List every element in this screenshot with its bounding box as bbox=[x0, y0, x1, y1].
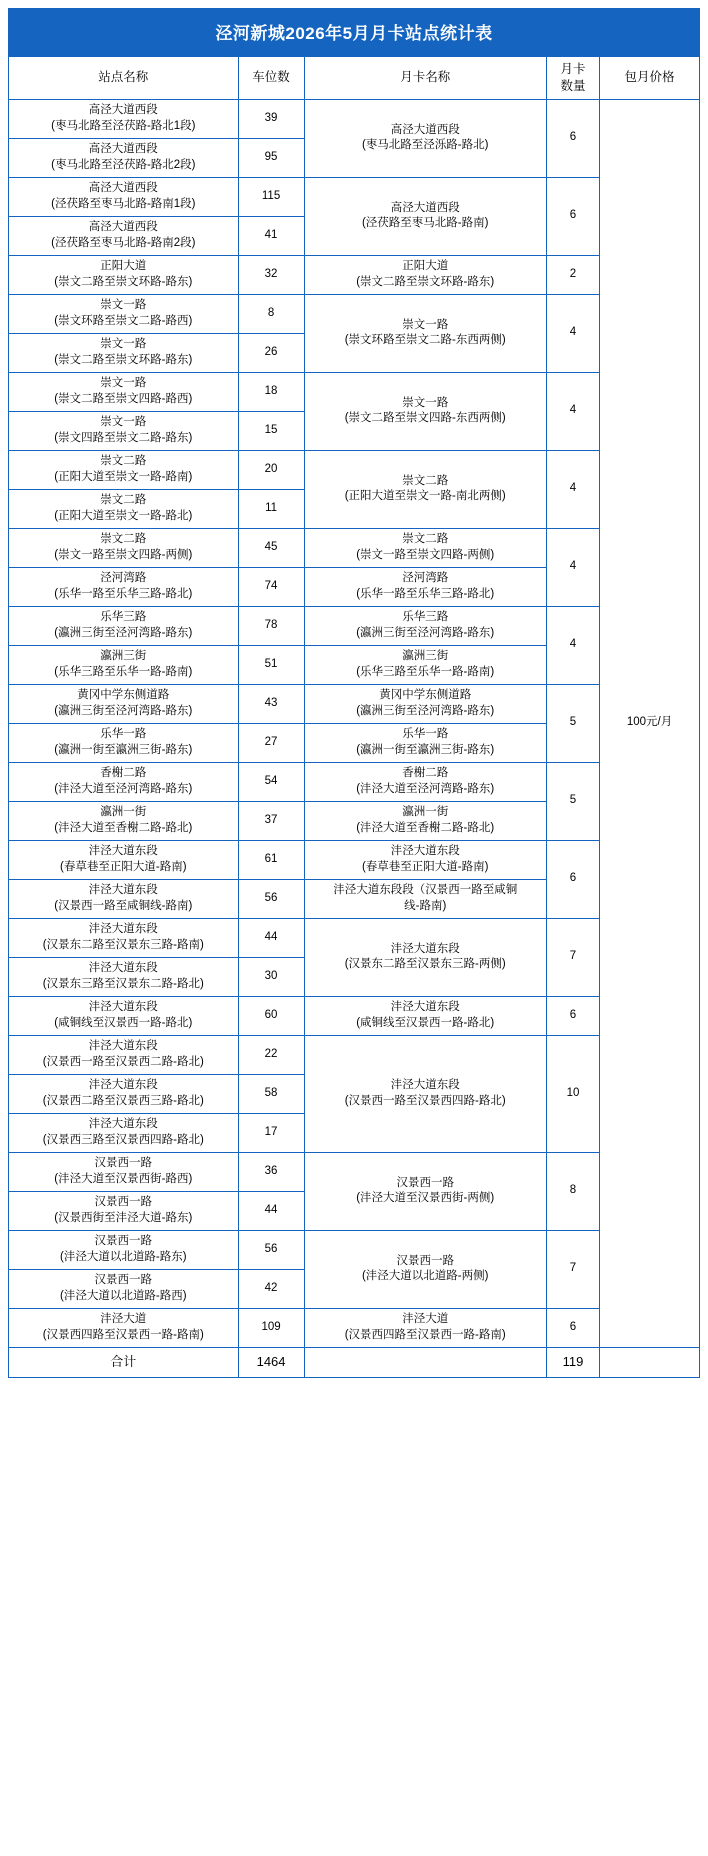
cell-card-name bbox=[304, 294, 546, 372]
cell-site-name bbox=[9, 216, 239, 255]
card-name-line1: 沣泾大道东段 bbox=[390, 845, 460, 858]
card-name-line1: 沣泾大道 bbox=[402, 1313, 449, 1326]
cell-spot-count: 39 bbox=[238, 99, 304, 138]
card-name-line2: (瀛洲三街至泾河湾路-路东) bbox=[356, 704, 495, 717]
card-name-line1: 沣泾大道东段 bbox=[390, 942, 460, 955]
cell-card-name bbox=[304, 1230, 546, 1308]
cell-monthly-price: 100元/月 bbox=[600, 99, 700, 1347]
card-name-line1: 汉景西一路 bbox=[396, 1176, 454, 1189]
site-name-line2: (汉景西四路至汉景西一路-路南) bbox=[42, 1328, 204, 1341]
cell-card-quantity: 4 bbox=[546, 528, 599, 606]
cell-card-quantity: 7 bbox=[546, 1230, 599, 1308]
site-name-line2: (泾茯路至枣马北路-路南1段) bbox=[51, 197, 196, 210]
cell-card-name bbox=[304, 723, 546, 762]
card-name-line1: 泾河湾路 bbox=[402, 572, 449, 585]
cell-site-name bbox=[9, 684, 239, 723]
cell-site-name bbox=[9, 1269, 239, 1308]
site-name-line1: 瀛洲一街 bbox=[100, 806, 147, 819]
cell-card-quantity: 4 bbox=[546, 606, 599, 684]
table-row bbox=[9, 1152, 700, 1191]
cell-site-name bbox=[9, 1152, 239, 1191]
site-name-line1: 沣泾大道东段 bbox=[88, 923, 158, 936]
cell-spot-count: 8 bbox=[238, 294, 304, 333]
site-name-line1: 高泾大道西段 bbox=[88, 221, 158, 234]
site-name-line1: 崇文二路 bbox=[100, 455, 147, 468]
cell-site-name bbox=[9, 957, 239, 996]
cell-site-name bbox=[9, 1308, 239, 1347]
site-name-line2: (沣泾大道至香榭二路-路北) bbox=[54, 821, 193, 834]
column-header-card: 月卡名称 bbox=[304, 57, 546, 100]
site-name-line2: (瀛洲三街至泾河湾路-路东) bbox=[54, 704, 193, 717]
card-name-line2: (春草巷至正阳大道-路南) bbox=[361, 860, 489, 873]
column-header-spots: 车位数 bbox=[238, 57, 304, 100]
total-spot-count: 1464 bbox=[238, 1347, 304, 1377]
cell-spot-count: 115 bbox=[238, 177, 304, 216]
card-name-line2: (沣泾大道至香榭二路-路北) bbox=[356, 821, 495, 834]
column-header-site: 站点名称 bbox=[9, 57, 239, 100]
cell-spot-count: 36 bbox=[238, 1152, 304, 1191]
cell-site-name bbox=[9, 294, 239, 333]
card-name-line2: (汉景西四路至汉景西一路-路南) bbox=[344, 1328, 506, 1341]
cell-card-name bbox=[304, 255, 546, 294]
site-name-line1: 崇文一路 bbox=[100, 338, 147, 351]
card-name-line2: (咸铜线至汉景西一路-路北) bbox=[356, 1016, 495, 1029]
cell-site-name bbox=[9, 840, 239, 879]
cell-card-name bbox=[304, 99, 546, 177]
card-name-line2: (沣泾大道至汉景西街-两侧) bbox=[356, 1192, 495, 1205]
card-name-line2: (沣泾大道至泾河湾路-路东) bbox=[356, 782, 495, 795]
cell-site-name bbox=[9, 801, 239, 840]
site-name-line2: (春草巷至正阳大道-路南) bbox=[60, 860, 187, 873]
table-row bbox=[9, 1308, 700, 1347]
cell-card-quantity: 5 bbox=[546, 684, 599, 762]
site-name-line1: 崇文一路 bbox=[100, 299, 147, 312]
site-name-line1: 高泾大道西段 bbox=[88, 143, 158, 156]
cell-site-name bbox=[9, 528, 239, 567]
card-name-line2: (崇文环路至崇文二路-东西两侧) bbox=[344, 334, 506, 347]
cell-spot-count: 54 bbox=[238, 762, 304, 801]
card-name-line2: (崇文一路至崇文四路-两侧) bbox=[356, 548, 495, 561]
site-name-line1: 沣泾大道东段 bbox=[88, 845, 158, 858]
cell-site-name bbox=[9, 879, 239, 918]
card-name-line2: (汉景西一路至汉景西四路-路北) bbox=[344, 1094, 506, 1107]
cell-site-name bbox=[9, 996, 239, 1035]
site-name-line1: 乐华三路 bbox=[100, 611, 147, 624]
table-row bbox=[9, 255, 700, 294]
cell-spot-count: 45 bbox=[238, 528, 304, 567]
cell-site-name bbox=[9, 1113, 239, 1152]
table-row bbox=[9, 294, 700, 333]
site-name-line1: 沣泾大道东段 bbox=[88, 1001, 158, 1014]
site-name-line2: (崇文二路至崇文四路-路西) bbox=[54, 392, 193, 405]
cell-card-name bbox=[304, 1152, 546, 1230]
table-row bbox=[9, 177, 700, 216]
cell-spot-count: 56 bbox=[238, 879, 304, 918]
cell-site-name bbox=[9, 99, 239, 138]
cell-spot-count: 44 bbox=[238, 918, 304, 957]
cell-card-quantity: 8 bbox=[546, 1152, 599, 1230]
table-row bbox=[9, 1230, 700, 1269]
cell-site-name bbox=[9, 567, 239, 606]
site-name-line2: (沣泾大道以北道路-路东) bbox=[60, 1250, 187, 1263]
site-name-line1: 汉景西一路 bbox=[94, 1196, 153, 1209]
total-card-quantity: 119 bbox=[546, 1347, 599, 1377]
site-name-line2: (正阳大道至崇文一路-路北) bbox=[54, 509, 193, 522]
site-name-line1: 崇文二路 bbox=[100, 494, 147, 507]
cell-site-name bbox=[9, 645, 239, 684]
card-name-line2: (汉景东二路至汉景东三路-两侧) bbox=[344, 958, 506, 971]
card-name-line1: 乐华三路 bbox=[402, 611, 449, 624]
card-name-line2: (崇文二路至崇文四路-东西两侧) bbox=[344, 412, 506, 425]
cell-card-name bbox=[304, 567, 546, 606]
site-name-line2: (汉景东二路至汉景东三路-路南) bbox=[42, 938, 204, 951]
cell-spot-count: 78 bbox=[238, 606, 304, 645]
card-name-line2: (沣泾大道以北道路-两侧) bbox=[361, 1270, 489, 1283]
cell-card-quantity: 2 bbox=[546, 255, 599, 294]
cell-site-name bbox=[9, 918, 239, 957]
table-row bbox=[9, 1035, 700, 1074]
site-name-line1: 香榭二路 bbox=[100, 767, 147, 780]
site-name-line2: (沣泾大道至泾河湾路-路东) bbox=[54, 782, 193, 795]
card-name-line1: 瀛洲三街 bbox=[402, 650, 449, 663]
cell-card-name bbox=[304, 372, 546, 450]
cell-site-name bbox=[9, 411, 239, 450]
cell-spot-count: 15 bbox=[238, 411, 304, 450]
cell-card-name bbox=[304, 684, 546, 723]
site-name-line2: (正阳大道至崇文一路-路南) bbox=[54, 470, 193, 483]
site-name-line1: 崇文一路 bbox=[100, 377, 147, 390]
site-name-line1: 沣泾大道东段 bbox=[88, 1118, 158, 1131]
site-name-line1: 沣泾大道东段 bbox=[88, 884, 158, 897]
site-name-line2: (泾茯路至枣马北路-路南2段) bbox=[51, 236, 196, 249]
cell-card-quantity: 6 bbox=[546, 99, 599, 177]
table-row bbox=[9, 606, 700, 645]
cell-card-name bbox=[304, 177, 546, 255]
site-name-line1: 沣泾大道东段 bbox=[88, 1079, 158, 1092]
cell-card-name bbox=[304, 996, 546, 1035]
cell-site-name bbox=[9, 450, 239, 489]
card-name-line1: 高泾大道西段 bbox=[390, 201, 460, 214]
cell-spot-count: 60 bbox=[238, 996, 304, 1035]
card-name-line1: 黄冈中学东侧道路 bbox=[379, 689, 472, 702]
card-name-line2: (泾茯路至枣马北路-路南) bbox=[361, 217, 489, 230]
cell-spot-count: 58 bbox=[238, 1074, 304, 1113]
cell-site-name bbox=[9, 1074, 239, 1113]
cell-spot-count: 17 bbox=[238, 1113, 304, 1152]
cell-site-name bbox=[9, 489, 239, 528]
card-name-line1: 瀛洲一街 bbox=[402, 806, 449, 819]
cell-card-quantity: 7 bbox=[546, 918, 599, 996]
cell-site-name bbox=[9, 1035, 239, 1074]
table-body bbox=[9, 99, 700, 1377]
cell-site-name bbox=[9, 1230, 239, 1269]
cell-site-name bbox=[9, 372, 239, 411]
column-header-quantity-line2: 数量 bbox=[560, 78, 586, 93]
cell-spot-count: 30 bbox=[238, 957, 304, 996]
cell-spot-count: 26 bbox=[238, 333, 304, 372]
site-name-line1: 高泾大道西段 bbox=[88, 104, 158, 117]
site-name-line2: (乐华一路至乐华三路-路北) bbox=[54, 587, 193, 600]
site-name-line2: (沣泾大道至汉景西街-路西) bbox=[54, 1172, 193, 1185]
cell-spot-count: 11 bbox=[238, 489, 304, 528]
table-row bbox=[9, 918, 700, 957]
page-title: 泾河新城2026年5月月卡站点统计表 bbox=[8, 8, 700, 56]
card-name-line2: (枣马北路至泾泺路-路北) bbox=[361, 139, 489, 152]
cell-card-quantity: 6 bbox=[546, 177, 599, 255]
card-name-line2: (瀛洲三街至泾河湾路-路东) bbox=[356, 626, 495, 639]
cell-spot-count: 74 bbox=[238, 567, 304, 606]
cell-spot-count: 27 bbox=[238, 723, 304, 762]
card-name-line1: 乐华一路 bbox=[402, 728, 449, 741]
cell-card-quantity: 4 bbox=[546, 450, 599, 528]
cell-card-quantity: 5 bbox=[546, 762, 599, 840]
table-header-row bbox=[9, 57, 700, 100]
cell-card-name bbox=[304, 450, 546, 528]
site-name-line2: (沣泾大道以北道路-路西) bbox=[60, 1289, 187, 1302]
site-name-line1: 乐华一路 bbox=[100, 728, 147, 741]
cell-site-name bbox=[9, 1191, 239, 1230]
card-name-line1: 崇文一路 bbox=[402, 396, 449, 409]
site-name-line1: 瀛洲三街 bbox=[100, 650, 147, 663]
card-name-line1: 崇文二路 bbox=[402, 474, 449, 487]
cell-card-name bbox=[304, 1035, 546, 1152]
cell-spot-count: 51 bbox=[238, 645, 304, 684]
card-name-line1: 高泾大道西段 bbox=[390, 123, 460, 136]
column-header-quantity bbox=[546, 57, 599, 100]
card-name-line1: 香榭二路 bbox=[402, 767, 449, 780]
cell-card-name bbox=[304, 528, 546, 567]
site-name-line1: 泾河湾路 bbox=[100, 572, 147, 585]
site-name-line1: 正阳大道 bbox=[100, 260, 147, 273]
site-name-line2: (崇文二路至崇文环路-路东) bbox=[54, 275, 193, 288]
cell-card-quantity: 6 bbox=[546, 996, 599, 1035]
site-name-line2: (汉景西街至沣泾大道-路东) bbox=[54, 1211, 193, 1224]
cell-card-name bbox=[304, 606, 546, 645]
cell-spot-count: 56 bbox=[238, 1230, 304, 1269]
card-name-line1: 沣泾大道东段段（汉景西一路至咸铜 bbox=[333, 884, 518, 897]
table-row bbox=[9, 99, 700, 138]
card-name-line1: 沣泾大道东段 bbox=[390, 1079, 460, 1092]
card-name-line2: (瀛洲一街至瀛洲三街-路东) bbox=[356, 743, 495, 756]
cell-spot-count: 44 bbox=[238, 1191, 304, 1230]
card-name-line1: 沣泾大道东段 bbox=[390, 1001, 460, 1014]
site-name-line1: 汉景西一路 bbox=[94, 1274, 153, 1287]
total-label: 合计 bbox=[9, 1347, 239, 1377]
total-price-blank bbox=[600, 1347, 700, 1377]
cell-site-name bbox=[9, 606, 239, 645]
cell-site-name bbox=[9, 762, 239, 801]
site-name-line2: (崇文二路至崇文环路-路东) bbox=[54, 353, 193, 366]
card-name-line2: (乐华三路至乐华一路-路南) bbox=[356, 665, 495, 678]
site-name-line2: (咸铜线至汉景西一路-路北) bbox=[54, 1016, 193, 1029]
table-row bbox=[9, 450, 700, 489]
table-row bbox=[9, 684, 700, 723]
cell-site-name bbox=[9, 255, 239, 294]
site-name-line1: 黄冈中学东侧道路 bbox=[77, 689, 170, 702]
site-name-line1: 高泾大道西段 bbox=[88, 182, 158, 195]
cell-site-name bbox=[9, 138, 239, 177]
site-name-line2: (崇文环路至崇文二路-路西) bbox=[54, 314, 193, 327]
site-name-line1: 崇文二路 bbox=[100, 533, 147, 546]
table-row bbox=[9, 762, 700, 801]
cell-card-quantity: 4 bbox=[546, 372, 599, 450]
cell-spot-count: 95 bbox=[238, 138, 304, 177]
card-name-line1: 崇文一路 bbox=[402, 318, 449, 331]
cell-spot-count: 61 bbox=[238, 840, 304, 879]
site-name-line2: (乐华三路至乐华一路-路南) bbox=[54, 665, 193, 678]
cell-spot-count: 37 bbox=[238, 801, 304, 840]
table-row bbox=[9, 840, 700, 879]
card-name-line1: 正阳大道 bbox=[402, 260, 449, 273]
table-row bbox=[9, 996, 700, 1035]
site-name-line1: 汉景西一路 bbox=[94, 1235, 153, 1248]
cell-site-name bbox=[9, 177, 239, 216]
table-row bbox=[9, 372, 700, 411]
cell-spot-count: 41 bbox=[238, 216, 304, 255]
site-name-line2: (汉景西一路至咸铜线-路南) bbox=[54, 899, 193, 912]
cell-card-quantity: 4 bbox=[546, 294, 599, 372]
site-name-line2: (枣马北路至泾茯路-路北1段) bbox=[51, 119, 196, 132]
table-total-row bbox=[9, 1347, 700, 1377]
site-name-line2: (崇文四路至崇文二路-路东) bbox=[54, 431, 193, 444]
card-name-line2: (正阳大道至崇文一路-南北两侧) bbox=[344, 490, 506, 503]
cell-spot-count: 42 bbox=[238, 1269, 304, 1308]
cell-card-quantity: 6 bbox=[546, 1308, 599, 1347]
site-name-line1: 沣泾大道东段 bbox=[88, 962, 158, 975]
cell-card-name bbox=[304, 879, 546, 918]
cell-card-quantity: 6 bbox=[546, 840, 599, 918]
site-name-line1: 沣泾大道东段 bbox=[88, 1040, 158, 1053]
site-name-line2: (汉景西一路至汉景西二路-路北) bbox=[42, 1055, 204, 1068]
cell-card-name bbox=[304, 918, 546, 996]
cell-card-name bbox=[304, 801, 546, 840]
card-name-line1: 崇文二路 bbox=[402, 533, 449, 546]
site-name-line2: (瀛洲三街至泾河湾路-路东) bbox=[54, 626, 193, 639]
site-name-line1: 汉景西一路 bbox=[94, 1157, 153, 1170]
site-name-line2: (汉景西三路至汉景西四路-路北) bbox=[42, 1133, 204, 1146]
card-name-line2: (乐华一路至乐华三路-路北) bbox=[356, 587, 495, 600]
cell-spot-count: 20 bbox=[238, 450, 304, 489]
card-name-line2: 线-路南) bbox=[404, 899, 447, 912]
site-name-line2: (瀛洲一街至瀛洲三街-路东) bbox=[54, 743, 193, 756]
column-header-price: 包月价格 bbox=[600, 57, 700, 100]
site-name-line2: (汉景西二路至汉景西三路-路北) bbox=[42, 1094, 204, 1107]
cell-card-name bbox=[304, 762, 546, 801]
cell-card-name bbox=[304, 1308, 546, 1347]
card-name-line2: (崇文二路至崇文环路-路东) bbox=[356, 275, 495, 288]
cell-spot-count: 32 bbox=[238, 255, 304, 294]
column-header-quantity-line1: 月卡 bbox=[560, 62, 586, 76]
cell-spot-count: 43 bbox=[238, 684, 304, 723]
site-name-line2: (枣马北路至泾茯路-路北2段) bbox=[51, 158, 196, 171]
site-name-line2: (崇文一路至崇文四路-两侧) bbox=[54, 548, 193, 561]
site-name-line2: (汉景东三路至汉景东二路-路北) bbox=[42, 977, 204, 990]
site-name-line1: 沣泾大道 bbox=[100, 1313, 147, 1326]
site-name-line1: 崇文一路 bbox=[100, 416, 147, 429]
cell-site-name bbox=[9, 333, 239, 372]
total-card-name-blank bbox=[304, 1347, 546, 1377]
cell-spot-count: 109 bbox=[238, 1308, 304, 1347]
monthly-card-statistics-table bbox=[8, 56, 700, 1378]
cell-spot-count: 22 bbox=[238, 1035, 304, 1074]
cell-card-name bbox=[304, 645, 546, 684]
cell-site-name bbox=[9, 723, 239, 762]
cell-card-name bbox=[304, 840, 546, 879]
card-name-line1: 汉景西一路 bbox=[396, 1254, 454, 1267]
cell-spot-count: 18 bbox=[238, 372, 304, 411]
cell-card-quantity: 10 bbox=[546, 1035, 599, 1152]
table-row bbox=[9, 528, 700, 567]
